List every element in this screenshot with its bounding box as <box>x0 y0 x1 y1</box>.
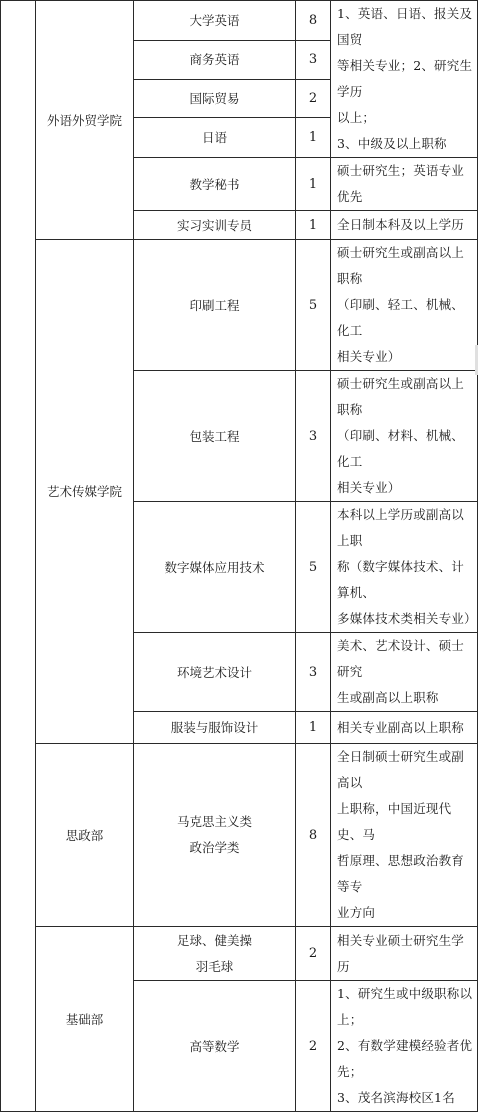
requirement-line: （印刷、轻工、机械、化工 <box>337 297 465 338</box>
requirement-line: 2、有数学建模经验者优先； <box>337 1038 473 1079</box>
major-cell: 印刷工程 <box>134 240 296 371</box>
requirement-line: 相关专业） <box>337 480 401 495</box>
requirement-cell: 相关专业副高以上职称 <box>331 712 478 744</box>
major-cell: 高等数学 <box>134 981 296 1112</box>
requirement-cell: 相关专业硕士研究生学历 <box>331 927 478 981</box>
table-row <box>1 1 478 41</box>
requirement-line: 相关专业） <box>337 349 401 364</box>
major-cell: 国际贸易 <box>134 80 296 118</box>
requirement-cell <box>331 744 478 927</box>
count-cell: 3 <box>296 40 331 80</box>
count-cell: 1 <box>296 712 331 744</box>
count-cell: 2 <box>296 80 331 118</box>
major-line: 足球、健美操 <box>176 932 252 948</box>
major-line: 政治学类 <box>189 840 240 855</box>
requirement-line: 多媒体技术类相关专业） <box>337 611 477 626</box>
requirement-line: （印刷、材料、机械、化工 <box>337 428 465 469</box>
table-row <box>1 744 478 927</box>
dept-cell: 思政部 <box>36 744 134 927</box>
left-margin-column <box>1 1 36 1112</box>
major-cell: 大学英语 <box>134 1 296 41</box>
requirement-line: 生或副高以上职称 <box>337 690 439 705</box>
count-cell: 3 <box>296 633 331 712</box>
requirement-cell <box>331 633 478 712</box>
table-row <box>1 927 478 981</box>
requirement-line: 称（数字媒体技术、计算机、 <box>337 559 465 600</box>
requirement-line: 上职称，中国近现代史、马 <box>337 801 452 842</box>
requirement-line: 美术、艺术设计、硕士研究 <box>337 638 465 679</box>
requirement-line: 硕士研究生或副高以上职称 <box>337 245 465 286</box>
count-cell: 3 <box>296 371 331 502</box>
count-cell: 1 <box>296 211 331 240</box>
requirement-line: 以上； <box>337 110 376 125</box>
dept-cell: 外语外贸学院 <box>36 1 134 240</box>
count-cell: 8 <box>296 1 331 41</box>
major-cell: 数字媒体应用技术 <box>134 502 296 633</box>
requirement-line: 3、中级及以上职称 <box>337 136 447 151</box>
count-cell: 5 <box>296 240 331 371</box>
count-cell: 1 <box>296 158 331 211</box>
dept-cell: 基础部 <box>36 927 134 1112</box>
count-cell: 2 <box>296 981 331 1112</box>
dept-cell: 艺术传媒学院 <box>36 240 134 744</box>
requirement-cell <box>331 981 478 1112</box>
count-cell: 1 <box>296 118 331 158</box>
requirement-cell <box>331 371 478 502</box>
major-cell: 包装工程 <box>134 371 296 502</box>
requirement-line: 等相关专业；2、研究生学历 <box>337 58 473 99</box>
table-row <box>1 240 478 371</box>
major-cell <box>134 927 296 981</box>
major-cell: 服装与服饰设计 <box>134 712 296 744</box>
major-cell: 商务英语 <box>134 40 296 80</box>
requirement-cell <box>331 1 478 158</box>
major-cell: 环境艺术设计 <box>134 633 296 712</box>
count-cell: 5 <box>296 502 331 633</box>
major-line: 马克思主义类 <box>176 814 252 829</box>
requirement-line: 本科以上学历或副高以上职 <box>337 507 465 548</box>
requirement-cell <box>331 240 478 371</box>
requirement-cell: 硕士研究生；英语专业优先 <box>331 158 478 211</box>
major-cell <box>134 744 296 927</box>
requirement-line: 1、英语、日语、报关及国贸 <box>337 6 473 47</box>
requirement-line: 1、研究生或中级职称以上； <box>337 986 473 1027</box>
requirement-line: 全日制硕士研究生或副高以 <box>337 749 465 790</box>
count-cell: 8 <box>296 744 331 927</box>
requirement-line: 业方向 <box>337 905 376 920</box>
major-cell: 日语 <box>134 118 296 158</box>
requirement-line: 哲原理、思想政治教育等专 <box>337 853 465 894</box>
major-line: 羽毛球 <box>195 958 234 974</box>
requirement-cell <box>331 502 478 633</box>
count-cell: 2 <box>296 927 331 981</box>
requirement-line: 3、茂名滨海校区1名 <box>337 1090 455 1105</box>
requirement-cell: 全日制本科及以上学历 <box>331 211 478 240</box>
requirement-line: 硕士研究生或副高以上职称 <box>337 376 465 417</box>
major-cell: 实习实训专员 <box>134 211 296 240</box>
major-cell: 教学秘书 <box>134 158 296 211</box>
